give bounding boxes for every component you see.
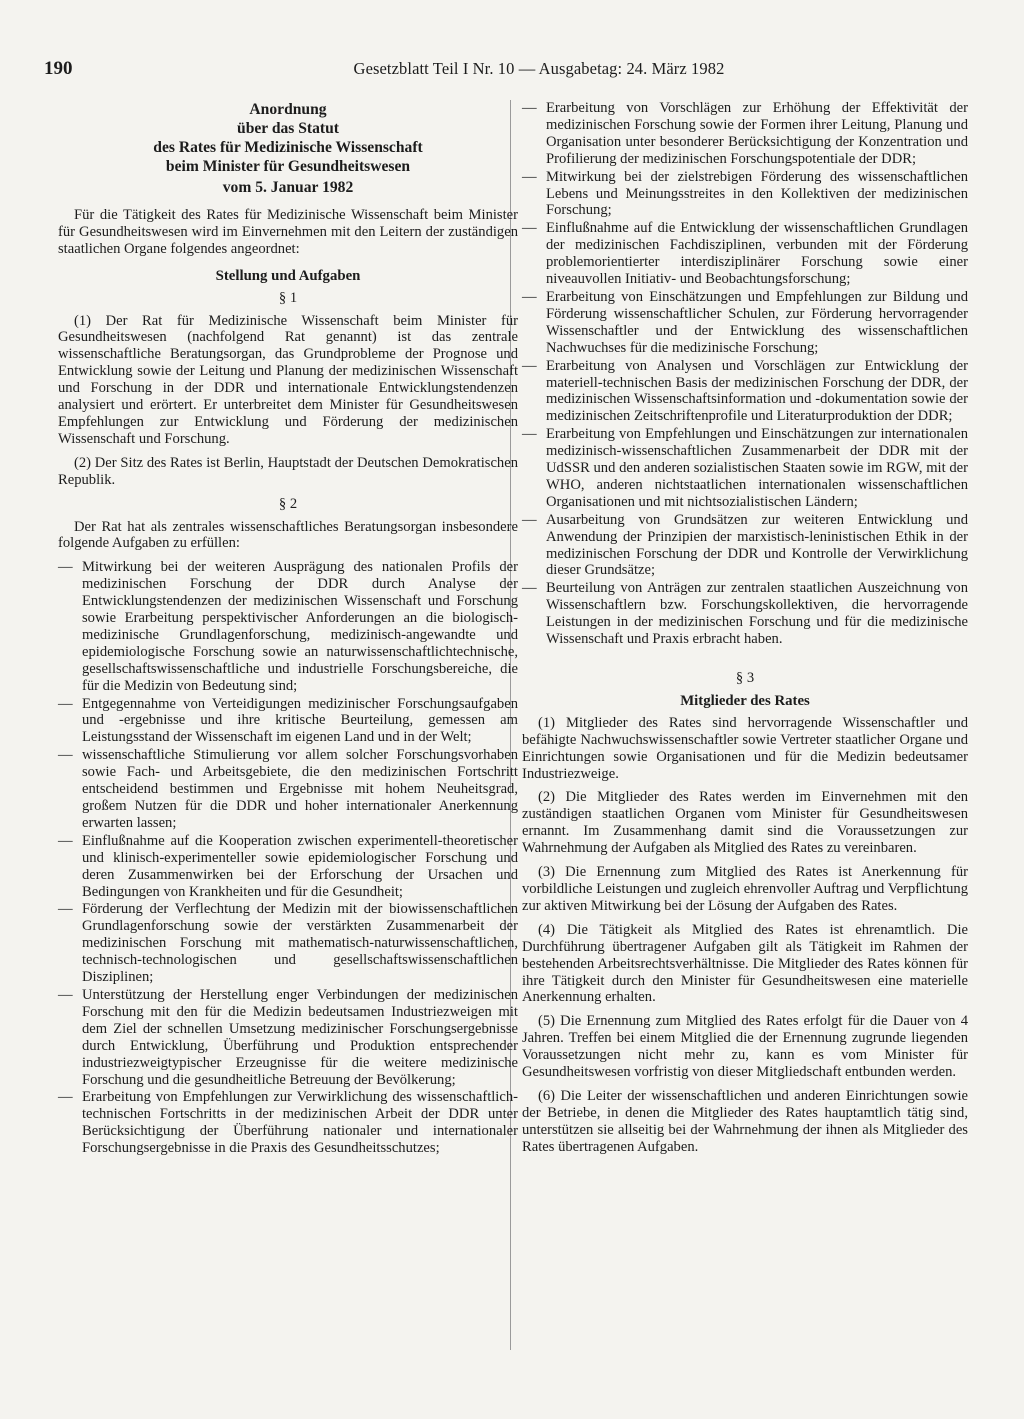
- page-number: 190: [44, 58, 73, 79]
- dash-mark: —: [58, 559, 73, 576]
- dash-mark: —: [522, 580, 537, 597]
- list-item: — Beurteilung von Anträgen zur zentralen staatlichen Auszeichnung von Wissenschaftlern bzw. Forschungskollektiven, die hervorragende Leistungen in der medizinischen Forschung und für die medizinische Wissenschaft und Praxis erbracht haben.: [522, 580, 968, 648]
- title-line-3: des Rates für Medizinische Wissenschaft: [153, 139, 423, 156]
- page-header: [44, 58, 974, 84]
- section1-paragraph-1: (1) Der Rat für Medizinische Wissenschaft beim Minister für Gesundheitswesen (nachfolgend Rat genannt) ist das zentrale wissenschaftliche Beratungsorgan, das Grundprobleme der Prognose und Entwicklung sowie der Leitung und Planung der medizinischen Wissenschaft und Forschung in der DDR und internationale Entwicklungstendenzen analysiert und erörtert. Er unterbreitet dem Minister für Gesundheitswesen Empfehlungen zur Entwicklung und Förderung der medizinischen Wissenschaft und Forschung.: [58, 312, 518, 447]
- list-item: — Erarbeitung von Analysen und Vorschlägen zur Entwicklung der materiell-technischen Basis der medizinischen Forschung der DDR, der medizinischen Wissenschaftsinformation und -dokumentation sowie der medizinischen Zeitschriftenprofile und Literaturproduktion der DDR;: [522, 357, 968, 425]
- list-item: — Ausarbeitung von Grundsätzen zur weiteren Entwicklung und Anwendung der Prinzipien der marxistisch-leninistischen Ethik in der medizinischen Forschung der DDR und Kontrolle der Verwirklichung dieser Grundsätze;: [522, 511, 968, 579]
- section-heading-stellung: Stellung und Aufgaben: [215, 267, 361, 284]
- dash-mark: —: [522, 288, 537, 305]
- title-date: vom 5. Januar 1982: [222, 179, 354, 196]
- dash-mark: —: [58, 1089, 73, 1106]
- section-heading-mitglieder: Mitglieder des Rates: [680, 692, 810, 709]
- paragraph-number-2: § 2: [278, 495, 298, 512]
- task-list-left: [58, 559, 518, 1157]
- list-item: — Förderung der Verflechtung der Medizin mit der biowissenschaftlichen Grundlagenforschung sowie der verstärkten Zusammenarbeit der medizinischen Forschung mit mathematisch-naturwissenschaftlichen, technisch-technologischen und gesellschaftswissenschaftlichen Disziplinen;: [58, 901, 518, 986]
- list-item: — wissenschaftliche Stimulierung vor allem solcher Forschungsvorhaben sowie Fach- und Arbeitsgebiete, die den medizinischen Fortschritt entscheidend bestimmen und Ergebnisse mit hohem Neuheitsgrad, großem Nutzen für die DDR und hoher internationaler Anerkennung erwarten lassen;: [58, 747, 518, 831]
- section3-paragraph-3: (3) Die Ernennung zum Mitglied des Rates ist Anerkennung für vorbildliche Leistungen und zugleich ehrenvoller Auftrag und Verpflichtung zur aktiven Mitwirkung bei der Lösung der Aufgaben des Rates.: [522, 864, 968, 914]
- section3-paragraph-2: (2) Die Mitglieder des Rates werden im Einvernehmen mit den zuständigen staatlichen Organen vom Minister für Gesundheitswesen ernannt. Im Zusammenhang damit sind die Voraussetzungen zur Wahrnehmung der Aufgaben als Mitglied des Rates zu vereinbaren.: [522, 789, 968, 857]
- intro-paragraph: Für die Tätigkeit des Rates für Medizinische Wissenschaft beim Minister für Gesundheitswesen wird im Einvernehmen mit den Leitern der zuständigen staatlichen Organe folgendes angeordnet:: [58, 207, 518, 257]
- dash-mark: —: [58, 695, 73, 712]
- list-item: — Einflußnahme auf die Entwicklung der wissenschaftlichen Grundlagen der medizinischen Fachdisziplinen, verbunden mit der Förderung problemorientierter interdisziplinärer Forschung sowie einer niveauvollen Initiativ- und Beobachtungsforschung;: [522, 220, 968, 288]
- section3-paragraph-4: (4) Die Tätigkeit als Mitglied des Rates ist ehrenamtlich. Die Durchführung übertragener Aufgaben gilt als Tätigkeit im Rahmen der bestehenden Arbeitsrechtsverhältnisse. Die Mitglieder des Rates können für ihre Tätigkeit durch den Minister für Gesundheitswesen eine materielle Anerkennung erhalten.: [522, 921, 968, 1006]
- running-title: Gesetzblatt Teil I Nr. 10 — Ausgabetag: 24. März 1982: [353, 59, 725, 78]
- dash-mark: —: [522, 426, 537, 443]
- right-column: [522, 100, 968, 1163]
- title-line-1: Anordnung: [249, 101, 327, 118]
- list-item: — Erarbeitung von Empfehlungen und Einschätzungen zur internationalen medizinisch-wissenschaftlichen Zusammenarbeit der DDR mit der UdSSR und den anderen sozialistischen Staaten sowie im RGW, mit der WHO, anderen nichtstaatlichen internationalen wissenschaftlichen Organisationen und mit nichtsozialistischen Ländern;: [522, 426, 968, 510]
- dash-mark: —: [522, 357, 537, 374]
- dash-mark: —: [58, 901, 73, 918]
- dash-mark: —: [58, 986, 73, 1003]
- list-item: — Unterstützung der Herstellung enger Verbindungen der medizinischen Forschung mit den für die Medizin bedeutsamen Industriezweigen mit dem Ziel der schnellen Umsetzung medizinischer Forschungsergebnisse durch Entwicklung, Überführung und Produktion entsprechender industriezweigtypischer Erzeugnisse für die weitere medizinische Forschung und die gesundheitliche Betreuung der Bevölkerung;: [58, 986, 518, 1088]
- task-list-right: [522, 100, 968, 648]
- left-column: [58, 100, 518, 1163]
- dash-mark: —: [522, 511, 537, 528]
- section2-intro: Der Rat hat als zentrales wissenschaftliches Beratungsorgan insbesondere folgende Aufgaben zu erfüllen:: [58, 518, 518, 552]
- title-line-2: über das Statut: [237, 120, 339, 137]
- dash-mark: —: [58, 832, 73, 849]
- list-item: — Entgegennahme von Verteidigungen medizinischer Forschungsaufgaben und -ergebnisse und ihre kritische Beurteilung, gemessen am Leistungsstand der Wissenschaft im eigenen Land und in der Welt;: [58, 695, 518, 746]
- paragraph-number-3: § 3: [735, 670, 755, 686]
- document-title: [58, 100, 518, 197]
- dash-mark: —: [58, 747, 73, 764]
- section3-paragraph-5: (5) Die Ernennung zum Mitglied des Rates erfolgt für die Dauer von 4 Jahren. Treffen bei einem Mitglied die der Ernennung zugrunde liegenden Voraussetzungen nicht mehr zu, kann es vom Minister für Gesundheitswesen vorfristig von dieser Mitgliedschaft entbunden werden.: [522, 1013, 968, 1081]
- list-item: — Mitwirkung bei der zielstrebigen Förderung des wissenschaftlichen Lebens und Meinungsstreites in den Kollektiven der medizinischen Forschung;: [522, 168, 968, 219]
- list-item: — Mitwirkung bei der weiteren Ausprägung des nationalen Profils der medizinischen Forschung der DDR durch Analyse der Entwicklungstendenzen der medizinischen Wissenschaft und Forschung sowie Erarbeitung perspektivischer Anforderungen an die biologisch-medizinische Grundlagenforschung, medizinisch-angewandte und epidemiologische Forschung sowie an naturwissenschaftlichtechnische, gesellschaftswissenschaftliche und industrielle Forschungsbereiche, die für die Medizin von Bedeutung sind;: [58, 559, 518, 694]
- dash-mark: —: [522, 220, 537, 237]
- dash-mark: —: [522, 100, 537, 116]
- title-line-4: beim Minister für Gesundheitswesen: [165, 158, 411, 175]
- list-item: — Erarbeitung von Einschätzungen und Empfehlungen zur Bildung und Förderung wissenschaftlicher Schulen, zur Förderung hervorragender Wissenschaftler und der Entwicklung des wissenschaftlichen Nachwuchses für die medizinische Forschung;: [522, 288, 968, 356]
- list-item: — Erarbeitung von Empfehlungen zur Verwirklichung des wissenschaftlich-technischen Fortschritts in der medizinischen Arbeit der DDR unter Berücksichtigung der Überführung nationaler und internationaler Forschungsergebnisse in die Praxis des Gesundheitsschutzes;: [58, 1089, 518, 1157]
- section1-paragraph-2: (2) Der Sitz des Rates ist Berlin, Hauptstadt der Deutschen Demokratischen Republik.: [58, 454, 518, 488]
- list-item: — Erarbeitung von Vorschlägen zur Erhöhung der Effektivität der medizinischen Forschung sowie der Formen ihrer Leitung, Planung und Organisation unter besonderer Berücksichtigung der Konzentration und Profilierung der medizinischen Forschungspotentiale der DDR;: [522, 100, 968, 167]
- paragraph-number-1: § 1: [278, 289, 298, 306]
- section3-paragraph-6: (6) Die Leiter der wissenschaftlichen und anderen Einrichtungen sowie der Betriebe, in denen die Mitglieder des Rates hauptamtlich tätig sind, unterstützen sie allseitig bei der Wahrnehmung der ihnen als Mitglieder des Rates übertragenen Aufgaben.: [522, 1087, 968, 1155]
- list-item: — Einflußnahme auf die Kooperation zwischen experimentell-theoretischer und klinisch-experimenteller sowie epidemiologischer Forschung und deren Zusammenwirken bei der Erforschung der Ursachen und Bedingungen von Krankheiten und für die Gesundheit;: [58, 832, 518, 900]
- section3-paragraph-1: (1) Mitglieder des Rates sind hervorragende Wissenschaftler und befähigte Nachwuchswissenschaftler sowie Vertreter staatlicher Organe und Einrichtungen sowie Organisationen und für die Medizin bedeutsamer Industriezweige.: [522, 714, 968, 782]
- dash-mark: —: [522, 168, 537, 185]
